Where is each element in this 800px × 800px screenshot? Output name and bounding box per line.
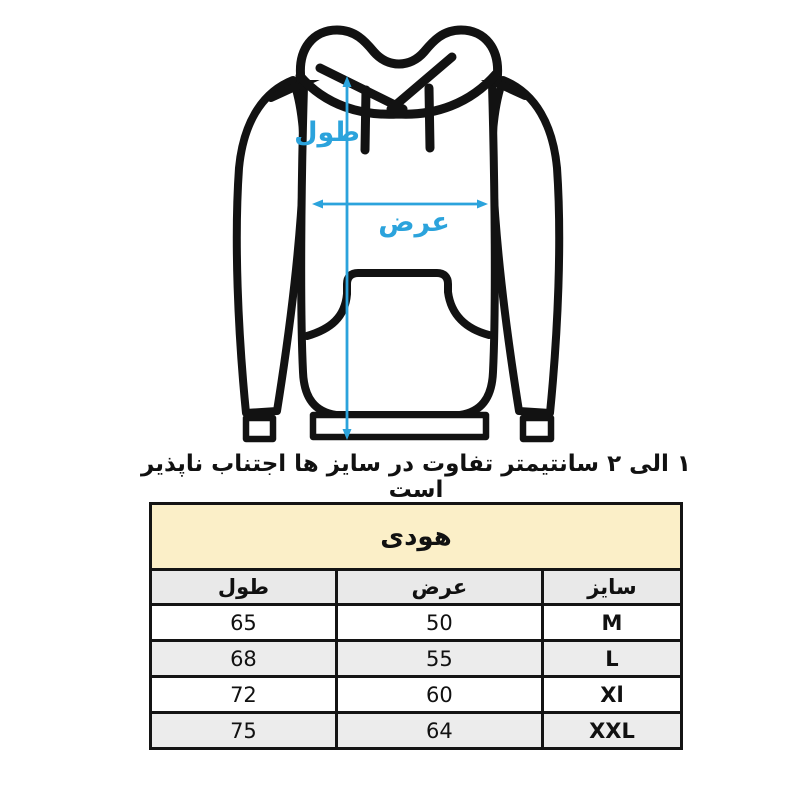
size-cell: L bbox=[542, 641, 681, 677]
width-cell: 55 bbox=[336, 641, 542, 677]
table-row bbox=[151, 677, 682, 713]
table-title-row bbox=[151, 504, 682, 570]
table-row bbox=[151, 641, 682, 677]
size-cell: Xl bbox=[542, 677, 681, 713]
size-table bbox=[149, 502, 683, 750]
size-cell: M bbox=[542, 605, 681, 641]
width-cell: 64 bbox=[336, 713, 542, 749]
length-cell: 65 bbox=[151, 605, 337, 641]
length-cell: 72 bbox=[151, 677, 337, 713]
col-header-width: عرض bbox=[336, 570, 542, 605]
col-header-length: طول bbox=[151, 570, 337, 605]
right-cuff bbox=[523, 418, 551, 439]
width-cell: 50 bbox=[336, 605, 542, 641]
length-cell: 75 bbox=[151, 713, 337, 749]
right-sleeve bbox=[492, 80, 559, 413]
width-cell: 60 bbox=[336, 677, 542, 713]
drawstring-right bbox=[429, 88, 430, 148]
col-header-size: سایز bbox=[542, 570, 681, 605]
size-cell: XXL bbox=[542, 713, 681, 749]
hem-band bbox=[313, 415, 486, 437]
table-title: هودی bbox=[151, 504, 682, 570]
table-header-row bbox=[151, 570, 682, 605]
drawstring-left bbox=[365, 90, 366, 150]
length-cell: 68 bbox=[151, 641, 337, 677]
width-label: عرض bbox=[378, 207, 450, 238]
tolerance-note: ۱ الی ۲ سانتیمتر تفاوت در سایز ها اجتناب ناپذیر است bbox=[141, 451, 691, 503]
length-label: طول bbox=[294, 117, 360, 148]
table-row bbox=[151, 713, 682, 749]
left-cuff bbox=[246, 418, 273, 439]
table-row bbox=[151, 605, 682, 641]
